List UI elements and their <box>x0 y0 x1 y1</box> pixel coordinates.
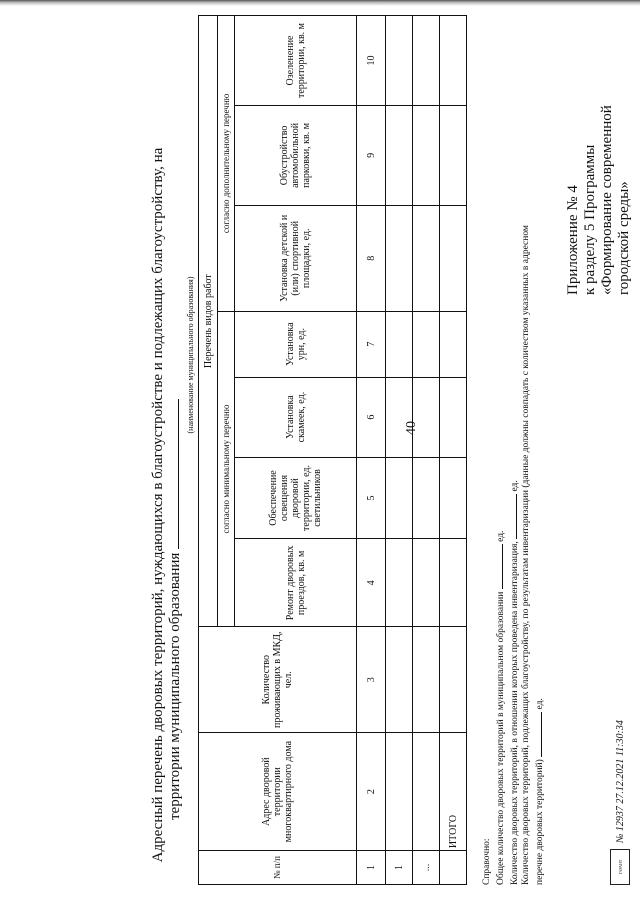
index-cell: 6 <box>357 377 386 457</box>
page-number: 40 <box>404 421 419 435</box>
empty-cell <box>386 627 413 733</box>
empty-cell <box>413 205 440 311</box>
empty-cell <box>413 311 440 377</box>
appendix-line-4: городской среды» <box>616 181 632 295</box>
empty-cell <box>386 457 413 539</box>
header-greening: Озеленение территории, кв. м <box>235 16 357 106</box>
header-lighting: Обеспечение освещения дворовой территории, ед. светильников <box>235 457 357 539</box>
empty-cell <box>386 311 413 377</box>
index-cell: 7 <box>357 311 386 377</box>
index-cell: 1 <box>357 851 386 885</box>
header-urns: Установка урн, ед. <box>235 311 357 377</box>
notes-line-3: Количество дворовых территорий, подлежащих благоустройству, по результатам инвентаризации (данные должны совпадать с количеством указанных в адресном <box>521 225 531 885</box>
index-cell: 4 <box>357 539 386 627</box>
doc-stamp <box>610 720 630 885</box>
header-parking: Обустройство автомобильной парковки, кв. м <box>235 105 357 205</box>
empty-cell <box>386 105 413 205</box>
empty-cell <box>440 539 467 627</box>
title-line-1: Адресный перечень дворовых территорий, нуждающихся в благоустройстве и подлежащих благоустройству, на <box>150 147 166 863</box>
empty-cell <box>386 205 413 311</box>
empty-cell <box>386 377 413 457</box>
notes-line-2-text: Количество дворовых территорий, в отношении которых проведена инвентаризация, <box>510 541 520 885</box>
empty-cell <box>386 539 413 627</box>
index-cell: 5 <box>357 457 386 539</box>
blank-field <box>507 494 517 539</box>
notes-line-2-unit: ед. <box>510 480 520 492</box>
index-cell: 3 <box>357 627 386 733</box>
total-label: ИТОГО <box>440 733 467 851</box>
notes-heading: Справочно: <box>482 838 492 885</box>
table-row <box>386 16 413 885</box>
index-row <box>357 16 386 885</box>
header-num: № п/п <box>199 851 357 885</box>
appendix-block <box>565 105 633 295</box>
empty-cell <box>440 205 467 311</box>
header-playground: Установка детской и (или) спортивной площадки, ед. <box>235 205 357 311</box>
notes-line-4-unit: ед. <box>535 698 545 710</box>
title-line-2: территории муниципального образования <box>167 552 183 820</box>
index-cell: 9 <box>357 105 386 205</box>
header-minimal: согласно минимальному перечню <box>218 311 235 627</box>
appendix-line-2: к разделу 5 Программы <box>582 144 598 295</box>
empty-cell <box>440 105 467 205</box>
blank-field <box>532 712 542 757</box>
municipality-blank <box>167 399 179 549</box>
header-works-list: Перечень видов работ <box>199 16 218 627</box>
empty-cell <box>413 539 440 627</box>
empty-cell <box>413 105 440 205</box>
header-residents: Количество проживающих в МКД, чел. <box>199 627 357 733</box>
empty-cell <box>413 733 440 851</box>
empty-cell <box>440 377 467 457</box>
appendix-line-1: Приложение № 4 <box>565 185 581 295</box>
empty-cell <box>386 16 413 106</box>
index-cell: 2 <box>357 733 386 851</box>
row-num: 1 <box>386 851 413 885</box>
table-row <box>413 16 440 885</box>
notes-line-2 <box>507 25 521 885</box>
empty-cell <box>440 851 467 885</box>
empty-cell <box>413 627 440 733</box>
municipality-hint: (наименование муниципального образования) <box>186 276 195 434</box>
blank-field <box>493 544 503 589</box>
total-row <box>440 16 467 885</box>
empty-cell <box>440 627 467 733</box>
notes-line-1-unit: ед. <box>496 530 506 542</box>
empty-cell <box>440 457 467 539</box>
row-num: ... <box>413 851 440 885</box>
empty-cell <box>413 16 440 106</box>
header-benches: Установка скамеек, ед. <box>235 377 357 457</box>
appendix-line-3: «Формирование современной <box>599 105 615 295</box>
empty-cell <box>413 457 440 539</box>
notes-line-1 <box>493 25 507 885</box>
notes-line-4-text: перечне дворовых территорий) <box>535 759 545 885</box>
document-title <box>150 125 184 885</box>
empty-cell <box>413 377 440 457</box>
garant-logo: ГАРАНТ <box>610 849 630 885</box>
header-additional: согласно дополнительному перечню <box>218 16 235 312</box>
doc-number: № 12937 27.12.2021 11:30:34 <box>614 720 626 843</box>
empty-cell <box>440 16 467 106</box>
empty-cell <box>386 733 413 851</box>
header-address: Адрес дворовой территории многоквартирного дома <box>199 733 357 851</box>
address-table <box>198 15 467 885</box>
notes-block <box>482 25 546 885</box>
empty-cell <box>440 311 467 377</box>
notes-line-1-text: Общее количество дворовых территорий в муниципальном образовании <box>496 591 506 885</box>
title-line-2-wrap <box>167 125 184 885</box>
notes-line-4 <box>532 25 546 885</box>
header-repair: Ремонт дворовых проездов, кв. м <box>235 539 357 627</box>
index-cell: 8 <box>357 205 386 311</box>
index-cell: 10 <box>357 16 386 106</box>
